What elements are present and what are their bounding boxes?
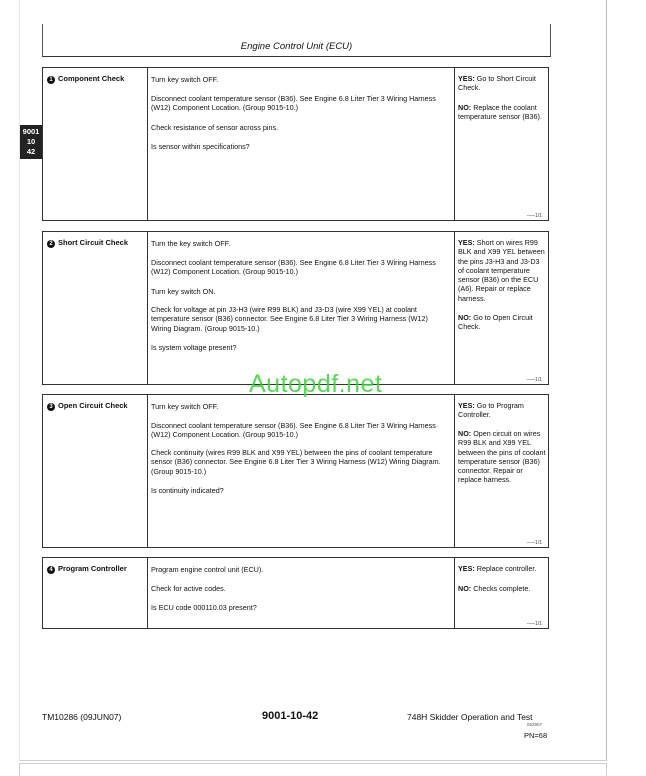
yes-label: YES:: [458, 564, 475, 573]
step-result-cell: [454, 558, 548, 628]
step-name: Open Circuit Check: [58, 401, 128, 410]
continuation-mark: –––1/1: [526, 377, 542, 383]
footer-doc-id: TM10286 (09JUN07): [42, 712, 122, 722]
yes-label: YES:: [458, 238, 475, 247]
step-name-cell: [43, 68, 148, 220]
no-text: Replace the coolant temperature sensor (B36).: [458, 103, 542, 122]
yes-text: Replace controller.: [476, 564, 537, 573]
step-name: Component Check: [58, 74, 125, 83]
step-result-cell: [454, 68, 548, 220]
step-number-badge: 3: [47, 403, 55, 411]
no-result: [458, 313, 546, 332]
section-title: Engine Control Unit (ECU): [240, 41, 353, 52]
procedure-text: Turn key switch OFF.: [151, 402, 219, 411]
watermark: Autopdf.net: [249, 370, 383, 398]
yes-label: YES:: [458, 74, 475, 83]
diagnostic-step: [42, 231, 549, 385]
step-procedure-cell: [147, 68, 455, 220]
procedure-text: Disconnect coolant temperature sensor (B36). See Engine 6.8 Liter Tier 3 Wiring Harness (W12) Component Location. (Group 9015-10.): [151, 258, 436, 277]
section-tab-line: 9001: [22, 127, 40, 136]
step-heading: [47, 238, 128, 248]
no-label: NO:: [458, 584, 472, 593]
footer-title: 748H Skidder Operation and Test: [407, 712, 533, 722]
continuation-mark: –––1/1: [526, 621, 542, 627]
yes-result: [458, 238, 546, 303]
procedure-text: Is system voltage present?: [151, 343, 237, 352]
footer-page-number: PN=68: [524, 731, 548, 740]
procedure-text: Turn the key switch OFF.: [151, 239, 231, 248]
procedure-text: Program engine control unit (ECU).: [151, 565, 264, 574]
step-number-badge: 4: [47, 566, 55, 574]
step-procedure-cell: [147, 395, 455, 547]
continuation-mark: –––1/1: [526, 213, 542, 219]
no-label: NO:: [458, 313, 472, 322]
procedure-text: Turn key switch ON.: [151, 287, 216, 296]
next-page-edge: [19, 763, 607, 776]
no-text: Open circuit on wires R99 BLK and X99 YEL between the pins of coolant temperature sensor (B36) connector. Repair or replace harness.: [458, 429, 546, 485]
continuation-mark: –––1/1: [526, 540, 542, 546]
yes-label: YES:: [458, 401, 475, 410]
yes-text: Go to Short Circuit Check.: [458, 74, 536, 93]
yes-result: [458, 74, 546, 93]
procedure-text: Check for voltage at pin J3-H3 (wire R99 BLK) and J3-D3 (wire X99 YEL) at coolant temperature sensor (B36) connector. See Engine 6.8 Liter Tier 3 Wiring Harness (W12) Wiring Diagram. (Group 9015-10.): [151, 305, 428, 333]
section-tab-line: 10: [26, 137, 36, 146]
step-procedure-cell: [147, 232, 455, 384]
procedure-text: Disconnect coolant temperature sensor (B36). See Engine 6.8 Liter Tier 3 Wiring Harness (W12) Component Location. (Group 9015-10.): [151, 421, 436, 440]
no-result: [458, 103, 546, 122]
yes-text: Short on wires R99 BLK and X99 YEL between the pins J3-H3 and J3-D3 of coolant temperature sensor (B36) on the ECU (A6). Repair or replace harness.: [458, 238, 545, 303]
no-text: Go to Open Circuit Check.: [458, 313, 533, 332]
yes-text: Go to Program Controller.: [458, 401, 524, 420]
diagnostic-step: [42, 394, 549, 548]
step-name-cell: [43, 395, 148, 547]
footer-page-ref: 9001-10-42: [262, 710, 319, 722]
procedure-text: Check continuity (wires R99 BLK and X99 YEL) between the pins of coolant temperature sensor (B36) connector. See Engine 6.8 Liter Tier 3 Wiring Harness (W12) Wiring Diagram. (Group 9015-10.): [151, 448, 441, 476]
diagnostic-step: [42, 67, 549, 221]
procedure-text: Check for active codes.: [151, 584, 226, 593]
procedure-text: Is sensor within specifications?: [151, 142, 250, 151]
procedure-text: Turn key switch OFF.: [151, 75, 219, 84]
procedure-text: Check resistance of sensor across pins.: [151, 123, 279, 132]
step-heading: [47, 74, 124, 84]
step-heading: [47, 401, 128, 411]
no-label: NO:: [458, 429, 472, 438]
section-tab-line: 42: [26, 147, 36, 156]
no-result: [458, 584, 546, 593]
step-number-badge: 1: [47, 76, 55, 84]
section-tab: [20, 125, 42, 159]
step-result-cell: [454, 232, 548, 384]
step-heading: [47, 564, 127, 574]
no-text: Checks complete.: [473, 584, 531, 593]
step-name-cell: [43, 232, 148, 384]
no-result: [458, 429, 546, 485]
step-result-cell: [454, 395, 548, 547]
procedure-text: Is ECU code 000110.03 present?: [151, 603, 257, 612]
step-name-cell: [43, 558, 148, 628]
yes-result: [458, 401, 546, 420]
section-header: [42, 24, 551, 57]
step-name: Program Controller: [58, 564, 127, 573]
procedure-text: Disconnect coolant temperature sensor (B36). See Engine 6.8 Liter Tier 3 Wiring Harness (W12) Component Location. (Group 9015-10.): [151, 94, 436, 113]
yes-result: [458, 564, 546, 573]
step-name: Short Circuit Check: [58, 238, 129, 247]
diagnostic-step: [42, 557, 549, 629]
no-label: NO:: [458, 103, 472, 112]
step-procedure-cell: [147, 558, 455, 628]
footer-code: 062907: [527, 722, 543, 727]
step-number-badge: 2: [47, 240, 55, 248]
procedure-text: Is continuity indicated?: [151, 486, 224, 495]
